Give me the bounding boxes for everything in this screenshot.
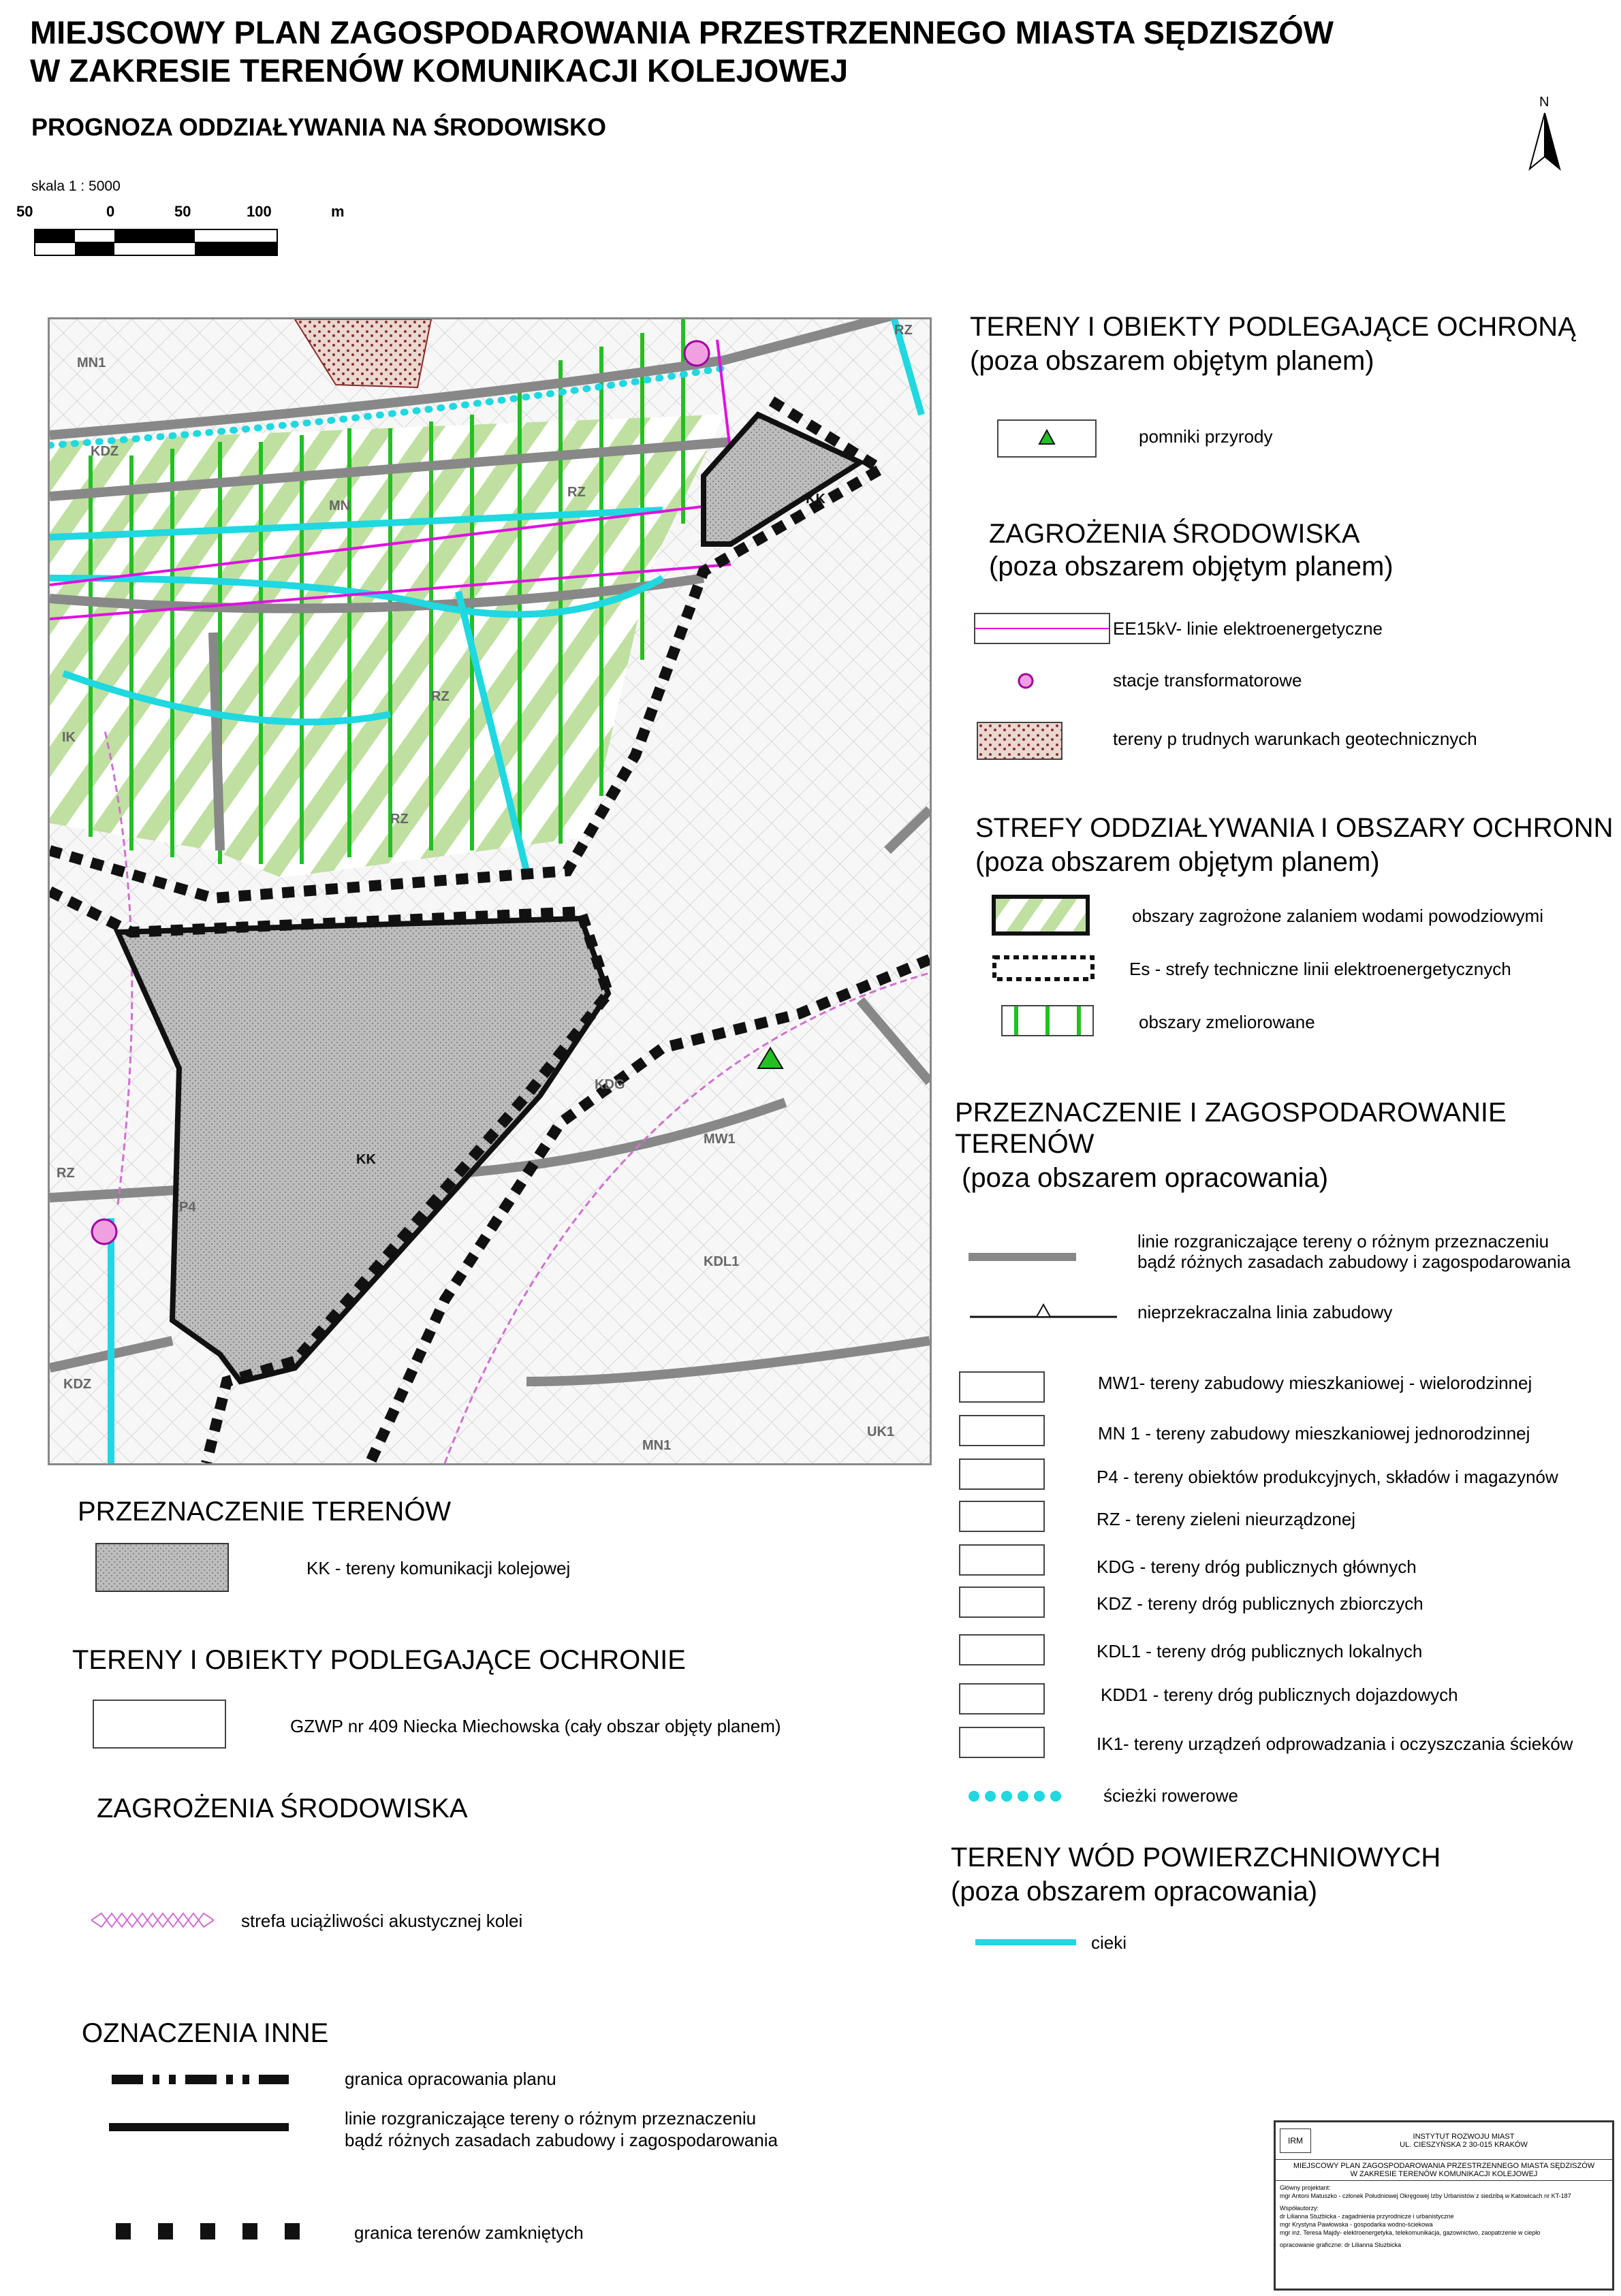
tb-coauthors-label: Współautorzy: bbox=[1280, 2205, 1319, 2212]
closed-area-swatch bbox=[116, 2222, 306, 2244]
title-line-2: W ZAKRESIE TERENÓW KOMUNIKACJI KOLEJOWEJ bbox=[30, 52, 849, 89]
title-line-1: MIEJSCOWY PLAN ZAGOSPODAROWANIA PRZESTRZENNEGO MIASTA SĘDZISZÓW bbox=[30, 14, 1334, 50]
legend-threats-title: ZAGROŻENIA ŚRODOWISKA bbox=[989, 519, 1360, 549]
scale-tick: 100 bbox=[247, 203, 272, 220]
legend-noise: strefa uciążliwości akustycznej kolei bbox=[241, 1911, 523, 1931]
kk-swatch bbox=[95, 1543, 229, 1592]
scale-unit: m bbox=[331, 203, 345, 220]
legend-water-title: TERENY WÓD POWIERZCHNIOWYCH bbox=[951, 1843, 1441, 1872]
svg-text:MN1: MN1 bbox=[642, 1438, 672, 1453]
svg-text:P4: P4 bbox=[179, 1200, 196, 1215]
legend-left-protected-title: TERENY I OBIEKTY PODLEGAJĄCE OCHRONIE bbox=[72, 1645, 686, 1675]
tb-institute: INSTYTUT ROZWOJU MIAST bbox=[1413, 2133, 1515, 2141]
legend-landuse: KDD1 - tereny dróg publicznych dojazdowych bbox=[1101, 1685, 1458, 1705]
legend-landuse: KDL1 - tereny dróg publicznych lokalnych bbox=[1097, 1641, 1423, 1661]
landuse-swatch bbox=[959, 1501, 1045, 1532]
legend-flood: obszary zagrożone zalaniem wodami powodziowymi bbox=[1132, 906, 1544, 926]
geotech-swatch bbox=[977, 722, 1063, 760]
svg-text:RZ: RZ bbox=[431, 689, 450, 704]
landuse-swatch bbox=[959, 1683, 1045, 1715]
legend-landuse: KDG - tereny dróg publicznych głównych bbox=[1097, 1557, 1417, 1577]
legend-landuse: RZ - tereny zieleni nieurządzonej bbox=[1097, 1509, 1356, 1529]
svg-text:KDZ: KDZ bbox=[91, 444, 119, 459]
gzwp-swatch bbox=[93, 1700, 226, 1749]
legend-plan-boundary: granica opracowania planu bbox=[345, 2069, 556, 2089]
legend-landuse: P4 - tereny obiektów produkcyjnych, składów i magazynów bbox=[1097, 1467, 1558, 1487]
transformer-station-icon bbox=[92, 1219, 116, 1244]
legend-left-other-title: OZNACZENIA INNE bbox=[82, 2018, 329, 2048]
landuse-swatch bbox=[959, 1544, 1045, 1576]
svg-text:KK: KK bbox=[356, 1152, 376, 1167]
tb-graphics: opracowanie graficzne: dr Lilianna Stużbicka bbox=[1280, 2242, 1402, 2248]
legend-kk: KK - tereny komunikacji kolejowej bbox=[306, 1558, 571, 1578]
legend-left-threats-title: ZAGROŻENIA ŚRODOWISKA bbox=[97, 1793, 468, 1823]
plan-boundary-swatch bbox=[112, 2073, 289, 2090]
legend-closed-area: granica terenów zamkniętych bbox=[354, 2222, 584, 2243]
legend-landuse: MN 1 - tereny zabudowy mieszkaniowej jednorodzinnej bbox=[1098, 1423, 1530, 1444]
stream-swatch bbox=[975, 1939, 1076, 1945]
svg-text:RZ: RZ bbox=[390, 812, 409, 827]
scale-label: skala 1 : 5000 bbox=[31, 178, 121, 194]
svg-text:UK1: UK1 bbox=[867, 1424, 895, 1439]
legend-drained: obszary zmeliorowane bbox=[1139, 1012, 1315, 1032]
map-frame[interactable] bbox=[48, 317, 932, 1465]
map-subtitle: PROGNOZA ODDZIAŁYWANIA NA ŚRODOWISKO bbox=[31, 113, 606, 141]
svg-text:MW1: MW1 bbox=[704, 1132, 736, 1147]
legend-purpose-title-2: TERENÓW bbox=[955, 1129, 1095, 1159]
legend-landuse: IK1- tereny urządzeń odprowadzania i oczyszczania ścieków bbox=[1097, 1734, 1573, 1754]
flood-swatch bbox=[992, 895, 1090, 936]
svg-text:MN: MN bbox=[329, 498, 351, 513]
transformer-station-icon bbox=[684, 341, 709, 366]
legend-build-line: nieprzekraczalna linia zabudowy bbox=[1137, 1302, 1393, 1322]
svg-text:RZ: RZ bbox=[894, 323, 913, 338]
tb-coauthor: dr Lilianna Stużbicka - zagadnienia przyrodnicze i urbanistyczne bbox=[1280, 2213, 1454, 2220]
landuse-swatch bbox=[959, 1727, 1045, 1758]
scale-tick: 50 bbox=[16, 203, 33, 220]
landuse-swatch bbox=[959, 1634, 1045, 1665]
tb-plan-2: W ZAKRESIE TERENÓW KOMUNIKACJI KOLEJOWEJ bbox=[1350, 2170, 1538, 2178]
legend-boundary-line-2: bądź różnych zasadach zabudowy i zagospodarowania bbox=[1137, 1251, 1571, 1272]
svg-text:RZ: RZ bbox=[567, 485, 586, 500]
legend-power-lines: EE15kV- linie elektroenergetyczne bbox=[1113, 618, 1383, 639]
tb-designer-label: Główny projektant: bbox=[1280, 2184, 1331, 2191]
legend-bike-paths: ścieżki rowerowe bbox=[1103, 1785, 1238, 1806]
tb-coauthor: mgr inż. Teresa Majdy- elektroenergetyka, telekomunikacja, gazownictwo, zaopatrzenie w ciepło bbox=[1280, 2229, 1541, 2236]
svg-text:KDG: KDG bbox=[595, 1077, 625, 1092]
drained-swatch bbox=[1001, 1005, 1094, 1036]
title-block bbox=[1274, 2120, 1614, 2291]
nature-monument-swatch bbox=[997, 419, 1097, 458]
svg-text:KDZ: KDZ bbox=[63, 1377, 92, 1392]
legend-nature-monuments: pomniki przyrody bbox=[1139, 426, 1273, 447]
landuse-swatch bbox=[959, 1371, 1045, 1403]
es-zone-swatch bbox=[992, 955, 1095, 982]
legend-geotech: tereny p trudnych warunkach geotechnicznych bbox=[1113, 729, 1477, 749]
legend-boundary-line-1: linie rozgraniczające tereny o różnym przeznaczeniu bbox=[1137, 1231, 1549, 1251]
legend-protected-sub: (poza obszarem objętym planem) bbox=[970, 346, 1374, 376]
legend-left-boundary-1: linie rozgraniczające tereny o różnym przeznaczeniu bbox=[345, 2108, 757, 2128]
map-title bbox=[30, 14, 1334, 90]
tb-plan-1: MIEJSCOWY PLAN ZAGOSPODAROWANIA PRZESTRZENNEGO MIASTA SĘDZISZÓW bbox=[1293, 2162, 1595, 2170]
legend-protected-title: TERENY I OBIEKTY PODLEGAJĄCE OCHRONĄ bbox=[970, 312, 1576, 342]
legend-left-purpose-title: PRZEZNACZENIE TERENÓW bbox=[78, 1497, 452, 1527]
tb-coauthor: mgr Krystyna Pawłowska - gospodarka wodno-ściekowa bbox=[1280, 2221, 1433, 2228]
svg-text:KDL1: KDL1 bbox=[704, 1254, 740, 1269]
legend-zones-sub: (poza obszarem objętym planem) bbox=[975, 847, 1380, 877]
tb-address: UL. CIESZYŃSKA 2 30-015 KRAKÓW bbox=[1400, 2141, 1528, 2149]
north-letter: N bbox=[1539, 95, 1549, 110]
boundary-line-black-swatch bbox=[109, 2123, 289, 2131]
svg-text:KK: KK bbox=[806, 492, 825, 507]
legend-gzwp: GZWP nr 409 Niecka Miechowska (cały obszar objęty planem) bbox=[290, 1716, 781, 1736]
legend-purpose-title-1: PRZEZNACZENIE I ZAGOSPODAROWANIE bbox=[955, 1098, 1507, 1128]
svg-text:RZ: RZ bbox=[57, 1166, 75, 1181]
transformer-swatch-icon bbox=[1016, 671, 1035, 694]
legend-transformers: stacje transformatorowe bbox=[1113, 670, 1302, 690]
scale-tick: 50 bbox=[174, 203, 191, 220]
svg-text:MN1: MN1 bbox=[77, 355, 106, 370]
legend-left-boundary-2: bądź różnych zasadach zabudowy i zagospodarowania bbox=[345, 2130, 778, 2150]
irm-logo: IRM bbox=[1280, 2128, 1311, 2153]
scale-tick: 0 bbox=[106, 203, 115, 220]
boundary-line-swatch bbox=[969, 1253, 1076, 1261]
tb-designer: mgr Antoni Matuszko - członek Południowej Okręgowej Izby Urbanistów z siedzibą w Katowicach nr KT-187 bbox=[1280, 2193, 1571, 2199]
legend-es-zones: Es - strefy techniczne linii elektroenergetycznych bbox=[1129, 959, 1511, 979]
landuse-swatch bbox=[959, 1458, 1045, 1490]
landuse-swatch bbox=[959, 1415, 1045, 1446]
landuse-swatch bbox=[959, 1587, 1045, 1618]
build-line-swatch bbox=[970, 1298, 1117, 1322]
noise-zone-swatch bbox=[91, 1911, 214, 1933]
north-arrow-icon bbox=[1524, 94, 1565, 176]
legend-landuse: MW1- tereny zabudowy mieszkaniowej - wielorodzinnej bbox=[1098, 1373, 1532, 1393]
bike-path-swatch bbox=[966, 1788, 1068, 1808]
svg-text:IK: IK bbox=[62, 730, 76, 745]
legend-purpose-sub: (poza obszarem opracowania) bbox=[962, 1163, 1329, 1193]
legend-water-sub: (poza obszarem opracowania) bbox=[951, 1877, 1318, 1907]
legend-zones-title: STREFY ODDZIAŁYWANIA I OBSZARY OCHRONN bbox=[975, 813, 1614, 843]
power-line-swatch bbox=[974, 613, 1110, 644]
legend-streams: cieki bbox=[1091, 1932, 1127, 1953]
legend-landuse: KDZ - tereny dróg publicznych zbiorczych bbox=[1097, 1593, 1423, 1614]
legend-threats-sub: (poza obszarem objętym planem) bbox=[989, 552, 1394, 581]
scale-bar bbox=[34, 229, 278, 256]
